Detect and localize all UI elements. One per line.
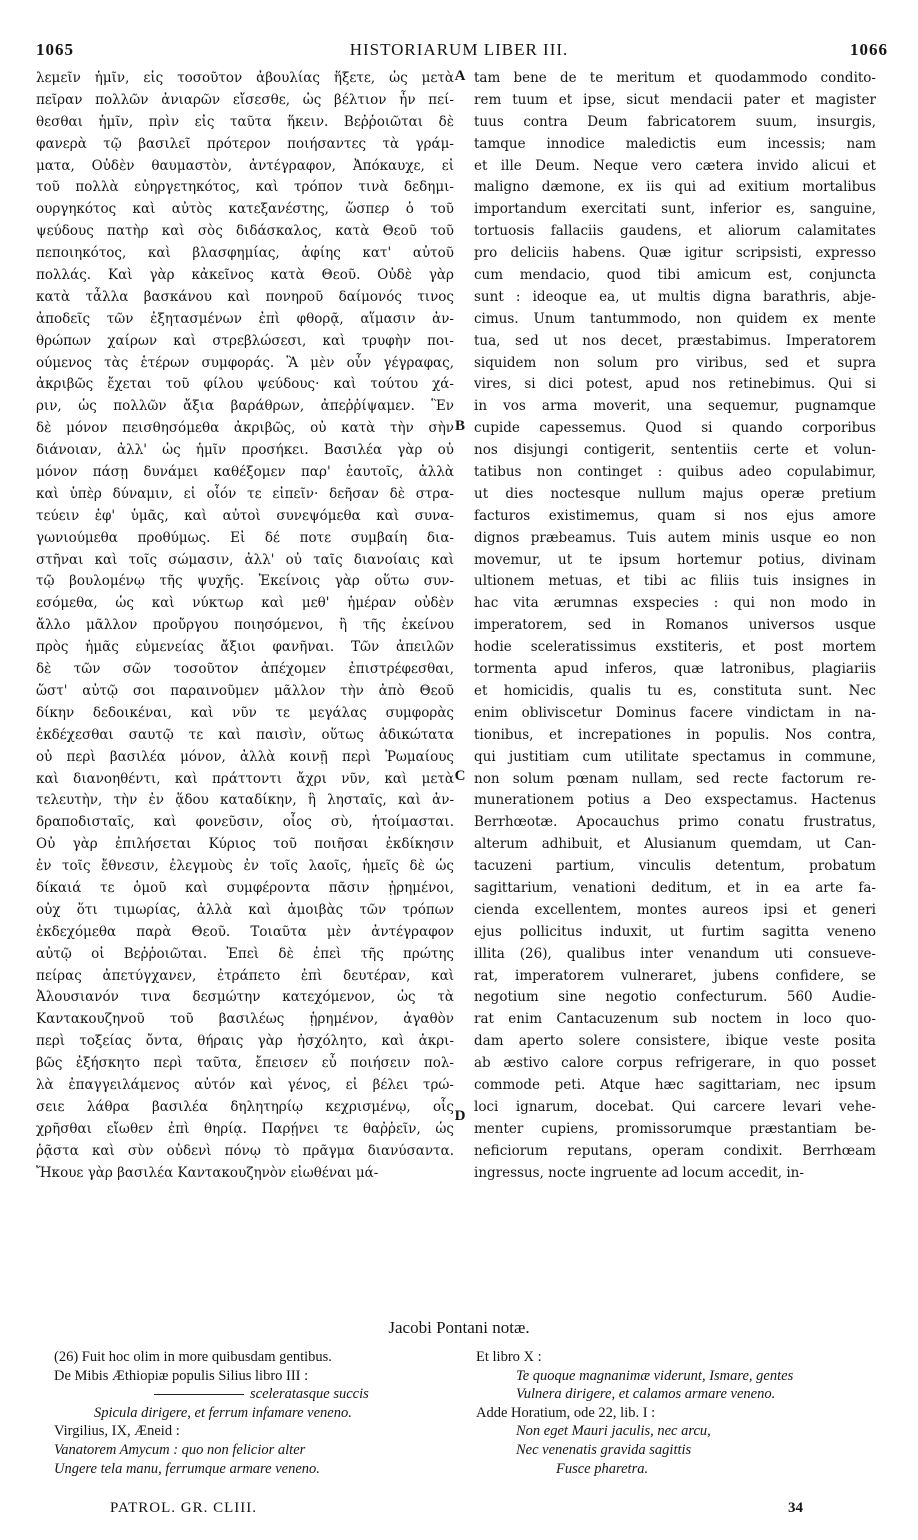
- text-line: δὲ μόνον πεισθησόμεθα ἀκριβῶς, οὐ κατὰ τὴν σὴν: [36, 420, 454, 437]
- text-line: tua, sed ut nos decet, præstabimus. Imperatorem: [474, 332, 876, 349]
- text-line: διάνοιαν, ἀλλ' ὡς ἡμῖν προσήκει. Βασιλέα γὰρ οὐ: [36, 442, 454, 459]
- text-line: cum mendacio, quod tibi amicum est, conjuncta: [474, 267, 876, 284]
- text-line: siquidem non solum pro viribus, sed et supra: [474, 354, 876, 371]
- latin-text-column: [474, 68, 876, 1184]
- text-line: βῶς ἐξήσκητο περὶ ταῦτα, ἔπεισεν εὖ ποιήσειν πολ-: [36, 1055, 454, 1072]
- text-line: ουργηκότος καὶ αὐτὸς κατεξανέστης, ὥσπερ ὁ τοῦ: [36, 201, 454, 218]
- text-line: ἐκδεχόμεθα παρὰ Θεοῦ. Τοιαῦτα μὲν ἀντέγραφον: [36, 923, 454, 940]
- text-line: στῆναι καὶ τοῖς σώμασιν, ἀλλ' οὐ ταῖς διανοίαις καὶ: [36, 551, 454, 568]
- text-line: negotium sine negotio confecturum. 560 Audie-: [474, 989, 876, 1006]
- text-line: enim obliviscetur Dominus facere vindictam in na-: [474, 704, 876, 721]
- text-line: menter cupiens, promissorumque præstantiam be-: [474, 1120, 876, 1137]
- greek-text-column: [36, 68, 454, 1184]
- text-line: λὰ ἐπαγγειλάμενος αὐτόν καὶ γένος, εἰ βέλει τρώ-: [36, 1076, 454, 1093]
- running-header: [30, 40, 888, 66]
- note-quote-line: Fusce pharetra.: [556, 1460, 649, 1477]
- text-line: καὶ διανοηθέντι, καὶ πράττοντι ἄχρι νῦν, καὶ μετὰ: [36, 770, 454, 787]
- text-line: nos disjungi contigerit, sententiis certe et volun-: [474, 442, 876, 459]
- note-line: Adde Horatium, ode 22, lib. I :: [476, 1404, 656, 1421]
- text-line: λεμεῖν ἡμῖν, εἰς τοσοῦτον ἀβουλίας ἥξετε, ὡς μετὰ: [36, 70, 454, 86]
- note-quote-line: Nec venenatis gravida sagittis: [516, 1441, 692, 1458]
- text-line: dam aperto solere consistere, ibique veste posita: [474, 1033, 876, 1050]
- text-line: cimus. Unum tantummodo, non quidem ex mente: [474, 310, 876, 327]
- note-line: Virgilius, IX, Æneid :: [54, 1423, 180, 1440]
- text-line: Ἤκουε γὰρ βασιλέα Καντακουζηνὸν εἰωθέναι μά-: [36, 1164, 379, 1181]
- text-line: ab æstivo calore corpus refrigerare, in quo posset: [474, 1055, 876, 1072]
- text-line: cienda excellentem, montes aureos ipsi et generi: [474, 901, 876, 918]
- text-line: εσόμεθα, ὡς καὶ νύκτωρ καὶ μεθ' ἡμέραν οὐδὲν: [36, 595, 454, 612]
- note-quote-line: Ungere tela manu, ferrumque armare veneno.: [54, 1460, 320, 1477]
- text-line: hodie sceleratissimus exstiteris, et post mortem: [474, 639, 876, 656]
- notes-title: Jacobi Pontani notæ.: [388, 1318, 530, 1337]
- text-line: θεσθαι ἡμῖν, πρὶν εἰς ταῦτα ἥκειν. Βεῤῥοιῶται δὲ: [36, 113, 454, 130]
- text-line: tormenta apud inferos, quæ latronibus, plagiariis: [474, 661, 876, 678]
- text-line: χρῆσθαι εἴωθεν ἐπὶ θηρίᾳ. Παρῄνει τε θαῤῥεῖν, ὡς: [36, 1120, 454, 1137]
- note-quote-line: sceleratasque succis: [54, 1385, 444, 1404]
- text-line: δραποδισταῖς, καὶ φονεῦσιν, οἷος σὺ, ἡτοίμασται.: [36, 814, 454, 831]
- text-line: vires, si dici potest, apud nos retinebimus. Qui si: [474, 376, 876, 393]
- text-line: περὶ τοξείας ὄντα, θήραις γὰρ ἠσχόλητο, καὶ ἀκρι-: [36, 1033, 454, 1050]
- text-line: ut dies noctesque nullum majus operæ pretium: [474, 485, 876, 502]
- text-line: φανερὰ τῷ βασιλεῖ πρότερον ποιήσαντες τὰ γράμ-: [36, 135, 454, 152]
- note-dash: [154, 1394, 244, 1395]
- text-line: et ille Deum. Neque vero cætera invido alicui et: [474, 157, 876, 174]
- text-line: ἐν τοῖς ἔθνεσιν, ἐλεγμοὺς ἐν τοῖς λαοῖς, ἡμεῖς δὲ ὡς: [36, 858, 454, 875]
- note-quote-line: Vanatorem Amycum : quo non felicior alter: [54, 1441, 306, 1458]
- text-line: ῥᾷστα καὶ σὺν οὐδενὶ πόνῳ τὸ πρᾶγμα διανύσαντα.: [36, 1142, 454, 1159]
- note-quote-line: Vulnera dirigere, et calamos armare veneno.: [516, 1386, 776, 1403]
- text-line: ingressus, nocte ingruente ad locum accedit, in-: [474, 1164, 804, 1181]
- text-line: hac vita ærumnas exspecies : qui non modo in: [474, 595, 876, 612]
- text-line: πρὸς ἡμᾶς εὐμενείας ἄξιοι φανῆναι. Τῶν ἀπειλῶν: [36, 639, 454, 656]
- text-line: μόνον πάσῃ δυνάμει καθέξομεν παρ' ἑαυτοῖς, ἀλλὰ: [36, 464, 454, 481]
- text-line: et homicidis, qualis tu es, constituta sunt. Nec: [474, 682, 876, 699]
- notes-left-column: [54, 1348, 444, 1478]
- text-line: σειε λάθρα βασιλέα δηλητηρίῳ κεχρισμένῳ, οἷς: [36, 1098, 454, 1115]
- text-line: Ἀλουσιανόν τινα δεσμώτην κατεχόμενον, ὡς τὰ: [36, 989, 454, 1006]
- running-title: HISTORIARUM LIBER III.: [349, 40, 569, 59]
- text-line: ριν, ὡς πολλῶν ἄξια βαράθρων, ἀπεῤῥίψαμεν. Ἓν: [36, 398, 454, 415]
- text-line: τελευτὴν, τὴν ἐν ᾅδου καταδίκην, ἣ λησταῖς, καὶ ἀν-: [36, 792, 454, 809]
- text-line: imperatorem, sed in Romanos universos usque: [474, 617, 876, 634]
- note-quote-line: Te quoque magnanimæ viderunt, Ismare, gentes: [516, 1367, 794, 1384]
- text-line: tam bene de te meritum et quodammodo condito-: [474, 70, 876, 86]
- notes-right-column: [476, 1348, 896, 1478]
- text-line: δίκαιά τε ὁμοῦ καὶ συμφέροντα πᾶσιν ᾑρημένοι,: [36, 879, 454, 896]
- text-line: rat, imperatorem vulneraret, jubens confidere, se: [474, 967, 876, 984]
- text-line: movemur, ut te ipsum hortemur potius, divinam: [474, 551, 876, 568]
- text-line: Berrhœotæ. Apocauchus primo conatu frustratus,: [474, 814, 876, 831]
- text-line: qui justitiam cum utilitate spectamus in commune,: [474, 748, 876, 765]
- text-line: munerationem potius a Deo exspectamus. Hactenus: [474, 792, 876, 809]
- text-line: ὥστ' αὐτῷ σοι παραινοῦμεν μᾶλλον τὴν ἀπὸ Θεοῦ: [36, 682, 454, 699]
- text-line: loci ignarum, docebat. Qui carcere levari vehe-: [474, 1098, 876, 1115]
- text-line: dignos præbeamus. Tuis autem minis usque eo non: [474, 529, 876, 546]
- text-line: alterum adhibuit, et Alusianum quemdam, ut Can-: [474, 836, 876, 853]
- text-line: τεύειν ἐφ' ὑμᾶς, καὶ αὐτοὶ συνεψόμεθα καὶ συνα-: [36, 507, 454, 524]
- text-line: οὐ περὶ βασιλέα μόνον, ἀλλὰ κοινῇ περὶ Ῥωμαίους: [36, 748, 454, 765]
- footer-signature: 34: [788, 1500, 803, 1516]
- text-line: tuus contra Deum fabricatorem suum, insurgis,: [474, 113, 876, 130]
- text-line: sagittarium, venationi deditum, et in ea arte fa-: [474, 879, 876, 896]
- text-line: commode peti. Atque hæc sagittariam, nec ipsum: [474, 1076, 876, 1093]
- page-number-right: 1066: [850, 40, 888, 59]
- text-line: δίκην δεδοικέναι, καὶ νῦν τε μεγάλας συμφορὰς: [36, 704, 454, 721]
- page-number-left: 1065: [36, 40, 74, 59]
- text-line: tortuosis fallaciis gaudens, et aliorum calamitates: [474, 223, 876, 240]
- text-line: rat enim Cantacuzenum sub noctem in loco quo-: [474, 1011, 876, 1028]
- text-line: πεῖραν πολλῶν ἀνιαρῶν εἴσεσθε, ὡς βέλτιον ἦν πεί-: [36, 91, 454, 108]
- text-line: tionibus, et increpationes in populis. Nos contra,: [474, 726, 876, 743]
- text-line: τῷ βουλομένῳ τῆς ψυχῆς. Ἐκείνοις γὰρ οὕτω συν-: [36, 573, 454, 590]
- text-line: facturos existimemus, quam si nos ejus amore: [474, 507, 876, 524]
- text-line: καὶ ὑπὲρ δύναμιν, εἰ οἷόν τε εἰπεῖν· δεῆσαν δὲ στρα-: [36, 485, 454, 502]
- text-line: τοῦ πολλὰ εὐηργετηκότος, καὶ τρόπον τινὰ δεδημι-: [36, 179, 454, 196]
- text-line: πολλάς. Καὶ γὰρ κἀκεῖνος κατὰ Θεοῦ. Οὐδὲ γὰρ: [36, 267, 454, 284]
- text-line: rem tuum et ipse, sicut mendacii pater et magister: [474, 91, 876, 108]
- section-marker-b: B: [454, 418, 465, 434]
- text-line: maligno dæmone, ex iis qui ad exitium mortalibus: [474, 179, 876, 196]
- section-marker-d: D: [454, 1108, 466, 1124]
- note-line: (26) Fuit hoc olim in more quibusdam gentibus.: [54, 1349, 332, 1365]
- text-line: Καντακουζηνοῦ τοῦ βασιλέως ᾑρημένον, ἀγαθὸν: [36, 1011, 454, 1028]
- text-line: pro deliciis habens. Quæ igitur scripsisti, expresso: [474, 245, 876, 262]
- text-line: ἄλλο μᾶλλον προὔργου ποιησόμενοι, ἢ τῆς ἐκείνου: [36, 617, 454, 634]
- text-line: οὐχ ὅτι τιμωρίας, ἀλλὰ καὶ ἀμοιβὰς τῶν τρόπων: [36, 901, 454, 918]
- text-line: δὲ τῶν σῶν τοσοῦτον ἀπέχομεν ἐπιστρέφεσθαι,: [36, 661, 454, 678]
- text-line: cupide capessemus. Quod si quando corporibus: [474, 420, 876, 437]
- note-line: De Mibis Æthiopiæ populis Silius libro III :: [54, 1367, 309, 1384]
- text-line: ἐκδέχεσθαι σαυτῷ τε καὶ παισὶν, οὕτως ἀδικώτατα: [36, 726, 454, 743]
- text-line: ματα, Οὐδὲν θαυμαστὸν, ἀντέγραφον, Ἀπόκαυχε, εἰ: [36, 157, 454, 174]
- text-line: Οὐ γὰρ ἐπιλήσεται Κύριος τοῦ ποιῆσαι ἐκδίκησιν: [36, 836, 454, 853]
- text-line: neficiorum reputans, operam condixit. Berrhœam: [474, 1142, 876, 1159]
- text-line: non solum pœnam nullam, sed recte factorum re-: [474, 770, 876, 787]
- text-line: ούμενος τὰς ἑτέρων συμφοράς. Ἃ μὲν οὖν γέγραφας,: [36, 354, 454, 371]
- text-line: importandum exercitati sunt, inferior es, sanguine,: [474, 201, 876, 218]
- text-line: ἀποδεῖς τῶν ἐξητασμένων ἐπὶ φθορᾷ, αἵμασιν ἀν-: [36, 310, 454, 327]
- text-line: ultionem metuas, et tibi ac filiis tuis insignes in: [474, 573, 876, 590]
- note-quote-line: Non eget Mauri jaculis, nec arcu,: [516, 1423, 711, 1440]
- text-line: πείρας ἀπετύγχανεν, ἐτράπετο ἐπὶ δευτέραν, καὶ: [36, 967, 454, 984]
- text-line: tacuzeni partium, vinculis detentum, probatum: [474, 858, 876, 875]
- text-line: sunt : ideoque ea, ut multis digna barathris, abje-: [474, 288, 876, 305]
- text-line: θρώπων χαίρων καὶ στρεβλώσεσι, καὶ τρυφὴν ποι-: [36, 332, 454, 349]
- text-line: illita (26), qualibus inter venandum uti consueve-: [474, 945, 876, 962]
- text-line: ejus pollicitus induxit, ut furtim sagitta veneno: [474, 923, 876, 940]
- text-line: αὐτῷ οἱ Βεῤῥοιῶται. Ἐπεὶ δὲ ἐπεὶ τῆς πρώτης: [36, 945, 454, 962]
- text-line: ἀκριβῶς ἔχεται τοῦ φίλου ψεύδους· καὶ τούτου χά-: [36, 376, 454, 393]
- note-line: Et libro X :: [476, 1349, 542, 1365]
- text-line: πεποιηκότος, καὶ βλασφημίας, ἀφίης κατ' αὐτοῦ: [36, 245, 454, 262]
- text-line: κατὰ τἆλλα βασκάνου καὶ πονηροῦ δαίμονός τινος: [36, 288, 454, 305]
- section-marker-c: C: [454, 768, 466, 784]
- text-line: in vos arma moverit, una sequemur, pugnamque: [474, 398, 876, 415]
- footer-series: PATROL. GR. CLIII.: [110, 1500, 258, 1516]
- text-line: tatibus non continget : quibus adeo copulabimur,: [474, 464, 876, 481]
- note-quote-line: Spicula dirigere, et ferrum infamare veneno.: [94, 1404, 352, 1421]
- text-line: γωνιούμεθα προθύμως. Εἰ δέ ποτε συμβαίη δια-: [36, 529, 454, 546]
- section-marker-a: A: [454, 68, 466, 84]
- text-line: tamque innodice maledictis eum incessis; nam: [474, 135, 876, 152]
- text-line: ψεύδους πατὴρ καὶ σὸς διδάσκαλος, κατὰ Θεοῦ τοῦ: [36, 223, 454, 240]
